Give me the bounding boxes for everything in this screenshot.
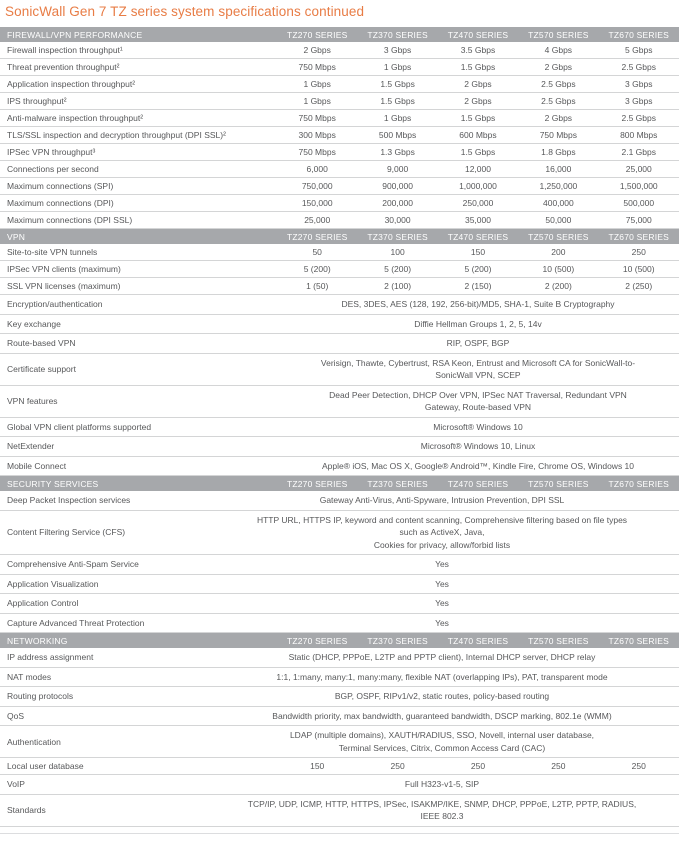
cell-value-span: LDAP (multiple domains), XAUTH/RADIUS, SSO, Novell, internal user database, Terminal Services, Citrix, Common Access Card (CAC) (289, 730, 595, 753)
cell-value: 1 Gbps (303, 96, 331, 106)
cell-value-span: DES, 3DES, AES (128, 192, 256-bit)/MD5, SHA-1, Suite B Cryptography (341, 299, 615, 309)
cell-value: 900,000 (382, 181, 413, 191)
cell-value: 2 Gbps (464, 96, 492, 106)
column-header: TZ670 SERIES (608, 231, 670, 242)
page-title: SonicWall Gen 7 TZ series system specifications continued (5, 4, 365, 19)
spec-row (0, 195, 679, 212)
cell-value: 1 Gbps (383, 62, 412, 72)
row-label: Application Visualization (7, 578, 99, 589)
cell-value: 750 Mbps (298, 113, 336, 123)
cell-value: 250 (631, 761, 646, 771)
section-header-bar (0, 476, 679, 491)
cell-value: 1 Gbps (303, 79, 331, 89)
spec-row (0, 59, 679, 76)
cell-value-span: Full H323-v1-5, SIP (404, 779, 480, 789)
cell-value: 50,000 (545, 215, 572, 225)
row-label: VPN features (7, 396, 58, 406)
cell-value: 2 (150) (464, 281, 492, 291)
spec-row (0, 261, 679, 278)
cell-value: 750,000 (301, 181, 333, 191)
column-header: TZ470 SERIES (447, 635, 509, 646)
cell-value: 35,000 (464, 215, 491, 225)
cell-value-span: Yes (435, 578, 449, 589)
spec-row (0, 594, 679, 614)
cell-value: 9,000 (386, 164, 409, 174)
spec-row (0, 707, 679, 727)
column-header: TZ670 SERIES (608, 635, 670, 646)
cell-value: 25,000 (625, 164, 652, 174)
row-label: Maximum connections (DPI SSL) (7, 215, 133, 225)
section-1 (0, 229, 679, 476)
cell-value: 5 (200) (303, 264, 331, 274)
row-label: Global VPN client platforms supported (7, 421, 152, 432)
cell-value: 6,000 (306, 164, 328, 174)
cell-value: 1,000,000 (459, 181, 497, 191)
column-header: TZ370 SERIES (367, 29, 428, 40)
cell-value: 4 Gbps (544, 45, 573, 55)
column-header: TZ470 SERIES (447, 231, 509, 242)
cell-value: 2.5 Gbps (621, 113, 656, 123)
cell-value: 1 (50) (306, 281, 329, 291)
cell-value: 30,000 (384, 215, 411, 225)
row-label: Certificate support (7, 364, 76, 374)
row-label: IPS throughput² (7, 96, 67, 106)
cell-value: 2 Gbps (544, 113, 573, 123)
spec-row (0, 457, 679, 477)
cell-value: 400,000 (543, 198, 574, 208)
cell-value: 2.5 Gbps (541, 96, 576, 106)
cell-value: 2.5 Gbps (541, 79, 576, 89)
cell-value: 1 Gbps (383, 113, 412, 123)
cell-value-span: Yes (435, 617, 449, 628)
section-title: SECURITY SERVICES (7, 478, 99, 489)
cell-value: 10 (500) (622, 264, 655, 274)
spec-row (0, 386, 679, 418)
row-label: SSL VPN licenses (maximum) (7, 281, 121, 291)
spec-row (0, 178, 679, 195)
spec-row (0, 614, 679, 634)
column-header: TZ570 SERIES (528, 231, 589, 242)
row-label: Site-to-site VPN tunnels (7, 247, 98, 257)
row-label: Routing protocols (7, 691, 74, 702)
cell-value-span: Bandwidth priority, max bandwidth, guaranteed bandwidth, DSCP marking, 802.1e (WMM) (272, 710, 612, 721)
spec-row (0, 511, 679, 556)
spec-row (0, 110, 679, 127)
cell-value: 3 Gbps (625, 79, 653, 89)
cell-value-span: Microsoft® Windows 10, Linux (420, 441, 536, 451)
cell-value: 1.5 Gbps (460, 62, 496, 72)
cell-value: 1.5 Gbps (380, 79, 415, 89)
cell-value: 1.5 Gbps (460, 113, 496, 123)
cell-value: 200 (551, 247, 566, 257)
spec-row (0, 726, 679, 758)
cell-value-span: Yes (435, 559, 449, 569)
column-header: TZ570 SERIES (528, 29, 589, 40)
column-header: TZ470 SERIES (447, 29, 509, 40)
row-label: Application Control (7, 598, 79, 609)
column-header: TZ270 SERIES (286, 29, 348, 40)
cell-value: 75,000 (625, 215, 652, 225)
cell-value-span: TCP/IP, UDP, ICMP, HTTP, HTTPS, IPSec, ISAKMP/IKE, SNMP, DHCP, PPPoE, L2TP, PPTP, RADIUS, IEEE 802.3 (247, 798, 637, 821)
cell-value: 3 Gbps (625, 96, 653, 106)
cell-value: 3.5 Gbps (460, 45, 496, 55)
row-label: NetExtender (7, 441, 55, 452)
cell-value: 16,000 (545, 164, 572, 174)
cell-value: 200,000 (382, 198, 413, 208)
cell-value: 2 (100) (384, 281, 412, 291)
row-label: Capture Advanced Threat Protection (7, 617, 145, 628)
cell-value: 2 Gbps (544, 62, 573, 72)
cell-value: 1.8 Gbps (541, 147, 576, 157)
row-label: NAT modes (7, 671, 52, 682)
row-label: IP address assignment (7, 652, 94, 663)
cell-value: 150 (310, 761, 325, 771)
spec-row (0, 491, 679, 511)
cell-value: 50 (312, 247, 322, 257)
spec-row (0, 758, 679, 775)
section-0 (0, 27, 679, 229)
spec-row (0, 418, 679, 438)
row-label: Mobile Connect (7, 460, 67, 471)
cell-value-span: Yes (435, 598, 449, 608)
row-label: Deep Packet Inspection services (7, 495, 131, 506)
cell-value: 750 Mbps (539, 130, 578, 140)
cell-value-span: Dead Peer Detection, DHCP Over VPN, IPSec NAT Traversal, Redundant VPN Gateway, Route-based VPN (329, 389, 627, 412)
column-header: TZ670 SERIES (608, 29, 670, 40)
spec-row (0, 76, 679, 93)
cell-value: 1.5 Gbps (460, 147, 496, 157)
column-header: TZ470 SERIES (447, 478, 509, 489)
cell-value: 25,000 (304, 215, 331, 225)
cell-value: 5 Gbps (625, 45, 653, 55)
cell-value: 2.1 Gbps (621, 147, 656, 157)
spec-row (0, 42, 679, 59)
cell-value: 10 (500) (542, 264, 575, 274)
cell-value: 2 (250) (625, 281, 653, 291)
row-label: Content Filtering Service (CFS) (7, 527, 126, 538)
cell-value: 2 Gbps (464, 79, 492, 89)
row-label: Comprehensive Anti-Spam Service (7, 559, 139, 570)
cell-value: 250 (631, 247, 646, 257)
section-header-bar (0, 633, 679, 648)
spec-row (0, 555, 679, 575)
spec-row (0, 575, 679, 595)
row-label: TLS/SSL inspection and decryption throughput (DPI SSL)² (7, 130, 226, 140)
cell-value: 500 Mbps (378, 130, 417, 140)
row-label: Authentication (7, 736, 61, 747)
section-title: FIREWALL/VPN PERFORMANCE (7, 29, 143, 40)
cell-value-span: HTTP URL, HTTPS IP, keyword and content scanning, Comprehensive filtering based on file types such as ActiveX, Java, Cookies for privacy, allow/forbid lists (256, 514, 628, 550)
spec-row (0, 334, 679, 354)
bottom-divider (0, 833, 679, 834)
row-label: Encryption/authentication (7, 299, 103, 310)
cell-value-span: Static (DHCP, PPPoE, L2TP and PPTP client), Internal DHCP server, DHCP relay (288, 652, 596, 662)
row-label: Key exchange (7, 318, 61, 329)
column-header: TZ570 SERIES (528, 478, 589, 489)
row-label: Route-based VPN (7, 338, 76, 349)
row-label: Maximum connections (DPI) (7, 198, 114, 208)
cell-value: 150 (470, 247, 486, 257)
row-label: VoIP (7, 779, 25, 790)
spec-row (0, 354, 679, 386)
column-header: TZ670 SERIES (608, 478, 670, 489)
cell-value: 500,000 (623, 198, 655, 208)
spec-row (0, 144, 679, 161)
cell-value-span: Microsoft® Windows 10 (433, 421, 523, 432)
spec-row (0, 295, 679, 315)
cell-value: 250 (390, 761, 405, 771)
cell-value-span: Verisign, Thawte, Cybertrust, RSA Keon, Entrust and Microsoft CA for SonicWall-to- SonicWall VPN, SCEP (320, 357, 636, 380)
cell-value: 250,000 (462, 198, 494, 208)
cell-value: 1.5 Gbps (380, 96, 415, 106)
spec-row (0, 668, 679, 688)
spec-row (0, 315, 679, 335)
cell-value-span: Diffie Hellman Groups 1, 2, 5, 14v (414, 318, 542, 329)
cell-value-span: Apple® iOS, Mac OS X, Google® Android™, Kindle Fire, Chrome OS, Windows 10 (321, 460, 635, 471)
section-header-bar (0, 27, 679, 42)
section-3 (0, 633, 679, 827)
cell-value-span: RIP, OSPF, BGP (446, 338, 510, 348)
cell-value: 12,000 (464, 164, 491, 174)
spec-row (0, 775, 679, 795)
cell-value: 600 Mbps (459, 130, 497, 140)
row-label: Firewall inspection throughput¹ (7, 45, 123, 55)
column-header: TZ270 SERIES (286, 478, 348, 489)
column-header: TZ270 SERIES (286, 231, 348, 242)
cell-value-span: Gateway Anti-Virus, Anti-Spyware, Intrusion Prevention, DPI SSL (319, 495, 565, 505)
cell-value: 100 (390, 247, 405, 257)
row-label: QoS (7, 710, 25, 721)
spec-row (0, 93, 679, 110)
cell-value: 300 Mbps (298, 130, 336, 140)
cell-value: 750 Mbps (298, 147, 336, 157)
spec-table (0, 27, 679, 827)
cell-value: 1,500,000 (619, 181, 658, 191)
spec-row (0, 687, 679, 707)
column-header: TZ370 SERIES (367, 231, 428, 242)
column-header: TZ370 SERIES (367, 478, 428, 489)
cell-value: 3 Gbps (383, 45, 412, 55)
spec-row (0, 244, 679, 261)
spec-row (0, 278, 679, 295)
row-label: IPSec VPN throughput³ (7, 147, 96, 157)
cell-value: 2.5 Gbps (621, 62, 656, 72)
cell-value: 250 (470, 761, 486, 771)
column-header: TZ570 SERIES (528, 635, 589, 646)
row-label: Local user database (7, 761, 84, 771)
cell-value: 150,000 (301, 198, 333, 208)
cell-value-span: 1:1, 1:many, many:1, many:many, flexible NAT (overlapping IPs), PAT, transparent mode (276, 671, 608, 682)
cell-value-span: BGP, OSPF, RIPv1/v2, static routes, policy-based routing (334, 691, 550, 701)
cell-value: 5 (200) (384, 264, 412, 274)
section-title: VPN (7, 231, 26, 242)
cell-value: 1.3 Gbps (380, 147, 415, 157)
cell-value: 1,250,000 (539, 181, 578, 191)
cell-value: 2 (200) (544, 281, 572, 291)
row-label: Connections per second (7, 164, 99, 174)
spec-row (0, 161, 679, 178)
section-header-bar (0, 229, 679, 244)
section-2 (0, 476, 679, 633)
cell-value: 5 (200) (464, 264, 492, 274)
spec-row (0, 795, 679, 827)
cell-value: 2 Gbps (303, 45, 331, 55)
column-header: TZ370 SERIES (367, 635, 428, 646)
spec-row (0, 437, 679, 457)
row-label: Maximum connections (SPI) (7, 181, 114, 191)
row-label: Threat prevention throughput² (7, 62, 120, 72)
section-title: NETWORKING (7, 635, 68, 646)
row-label: Anti-malware inspection throughput² (7, 113, 144, 123)
cell-value: 800 Mbps (620, 130, 658, 140)
row-label: Application inspection throughput² (7, 79, 136, 89)
row-label: IPSec VPN clients (maximum) (7, 264, 121, 274)
cell-value: 750 Mbps (298, 62, 336, 72)
row-label: Standards (7, 805, 46, 815)
spec-row (0, 127, 679, 144)
spec-row (0, 212, 679, 229)
column-header: TZ270 SERIES (286, 635, 348, 646)
spec-row (0, 648, 679, 668)
cell-value: 250 (551, 761, 566, 771)
